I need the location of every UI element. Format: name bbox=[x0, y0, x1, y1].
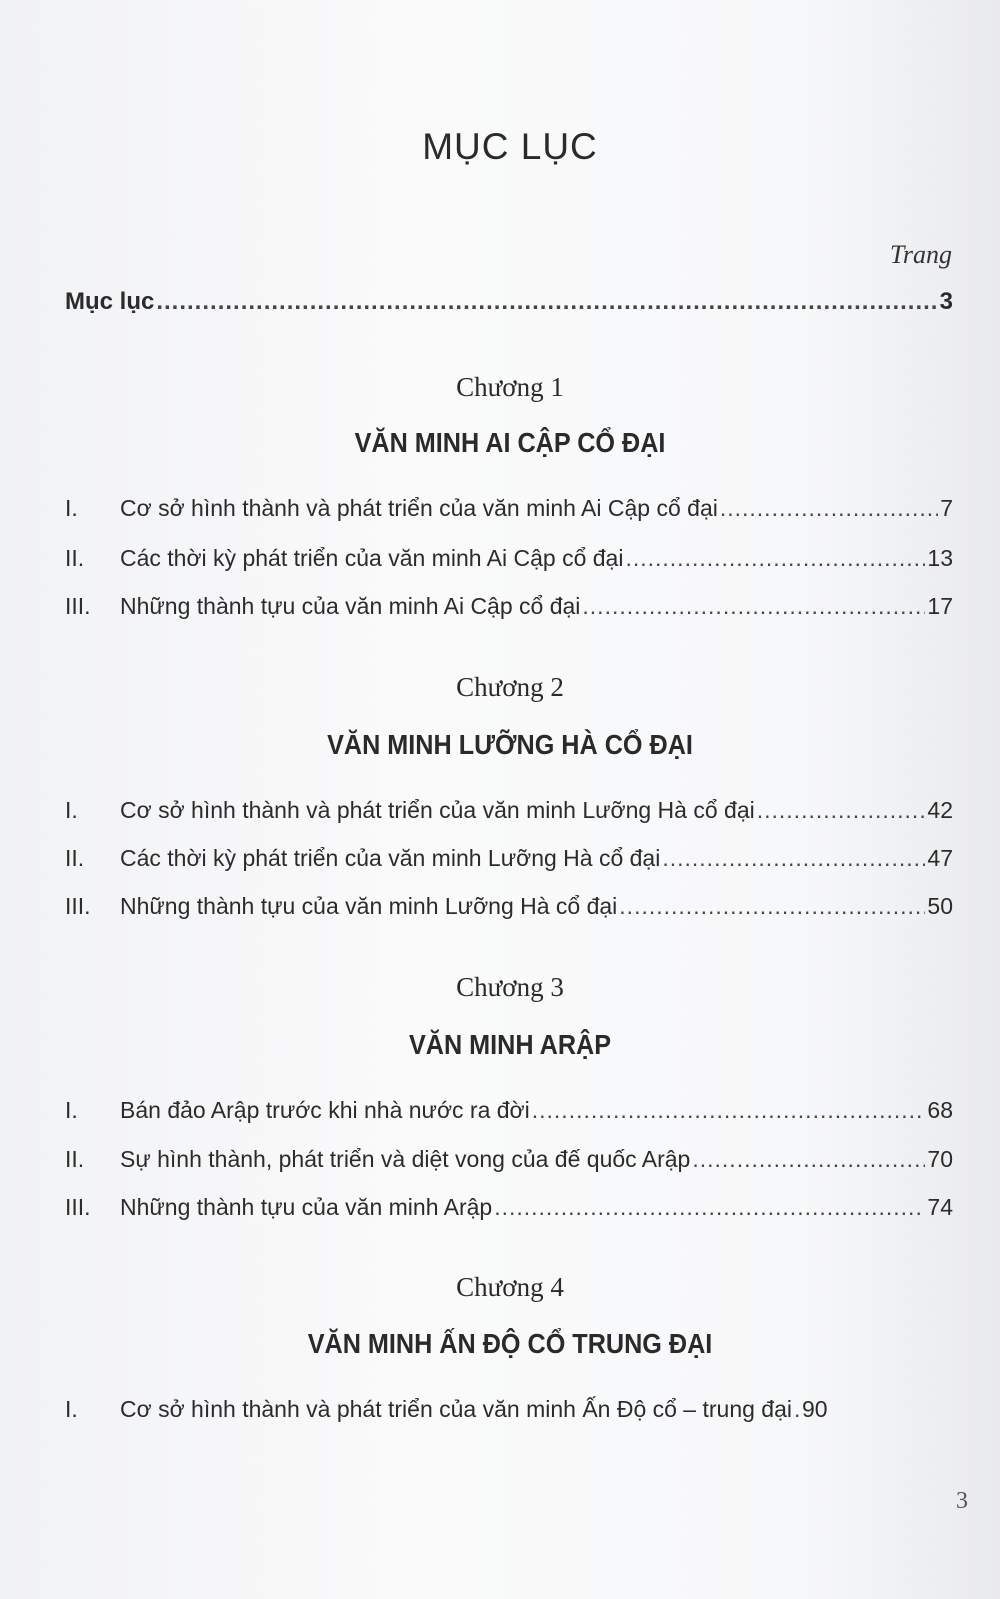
dot-leader bbox=[532, 1097, 926, 1124]
entry-page: 68 bbox=[927, 1097, 953, 1123]
entry-text: Các thời kỳ phát triển của văn minh Lưỡng Hà cổ đại bbox=[120, 845, 661, 871]
entry-num: I. bbox=[65, 495, 78, 521]
entry-text: Các thời kỳ phát triển của văn minh Ai Cập cổ đại bbox=[120, 545, 624, 571]
toc-entry bbox=[65, 495, 953, 527]
chapter-label: Chương 3 bbox=[456, 972, 564, 1002]
toc-entry bbox=[65, 593, 953, 625]
entry-text: Sự hình thành, phát triển và diệt vong của đế quốc Arập bbox=[120, 1146, 691, 1172]
entry-num: I. bbox=[65, 797, 78, 823]
page-column-label: Trang bbox=[889, 240, 952, 269]
dot-leader bbox=[619, 893, 925, 920]
entry-num: II. bbox=[65, 1146, 85, 1172]
toc-entry bbox=[65, 893, 953, 925]
entry-num: III. bbox=[65, 1194, 91, 1220]
chapter-label: Chương 4 bbox=[456, 1272, 564, 1302]
dot-leader bbox=[625, 545, 925, 572]
page-number: 3 bbox=[956, 1488, 968, 1514]
chapter-title: VĂN MINH ẤN ĐỘ CỔ TRUNG ĐẠI bbox=[307, 1328, 713, 1359]
toc-entry bbox=[65, 845, 953, 877]
entry-num: III. bbox=[65, 893, 91, 919]
entry-text: Cơ sở hình thành và phát triển của văn minh Lưỡng Hà cổ đại bbox=[120, 797, 755, 823]
entry-page: 13 bbox=[927, 545, 953, 571]
entry-page: 17 bbox=[927, 593, 953, 619]
chapter-title: VĂN MINH AI CẬP CỔ ĐẠI bbox=[354, 427, 666, 458]
dot-leader bbox=[662, 845, 925, 872]
entry-text: Những thành tựu của văn minh Arập bbox=[120, 1194, 493, 1220]
toc-entry bbox=[65, 797, 953, 829]
entry-text: Bán đảo Arập trước khi nhà nước ra đời bbox=[120, 1097, 530, 1123]
dot-leader bbox=[720, 495, 938, 522]
page-title: MỤC LỤC bbox=[422, 126, 598, 167]
entry-num: II. bbox=[65, 845, 85, 871]
entry-page: 3 bbox=[939, 288, 953, 315]
entry-page: 47 bbox=[927, 845, 953, 871]
chapter-title: VĂN MINH ARẬP bbox=[408, 1029, 612, 1060]
entry-num: I. bbox=[65, 1396, 78, 1422]
toc-entry bbox=[65, 1097, 953, 1129]
dot-leader bbox=[794, 1396, 800, 1423]
dot-leader bbox=[156, 288, 937, 316]
toc-entry bbox=[65, 1146, 953, 1178]
entry-text: Mục lục bbox=[65, 288, 155, 315]
toc-entry bbox=[65, 1396, 953, 1428]
dot-leader bbox=[582, 593, 925, 620]
chapter-label: Chương 2 bbox=[456, 672, 564, 702]
entry-page: 90 bbox=[802, 1396, 828, 1422]
entry-text: Cơ sở hình thành và phát triển của văn minh Ấn Độ cổ – trung đại bbox=[120, 1396, 792, 1422]
entry-page: 42 bbox=[927, 797, 953, 823]
entry-num: I. bbox=[65, 1097, 78, 1123]
entry-page: 50 bbox=[927, 893, 953, 919]
entry-page: 74 bbox=[927, 1194, 953, 1220]
entry-num: III. bbox=[65, 593, 91, 619]
entry-text: Những thành tựu của văn minh Lưỡng Hà cổ đại bbox=[120, 893, 618, 919]
dot-leader bbox=[757, 797, 926, 824]
entry-num: II. bbox=[65, 545, 85, 571]
toc-entry bbox=[65, 1194, 953, 1226]
entry-text: Những thành tựu của văn minh Ai Cập cổ đại bbox=[120, 593, 581, 619]
chapter-title: VĂN MINH LƯỠNG HÀ CỔ ĐẠI bbox=[327, 729, 693, 760]
chapter-label: Chương 1 bbox=[456, 372, 564, 402]
entry-page: 7 bbox=[940, 495, 953, 521]
toc-entry bbox=[65, 545, 953, 577]
toc-entry-muc-luc bbox=[65, 288, 953, 320]
dot-leader bbox=[692, 1146, 925, 1173]
dot-leader bbox=[494, 1194, 925, 1221]
entry-text: Cơ sở hình thành và phát triển của văn minh Ai Cập cổ đại bbox=[120, 495, 718, 521]
entry-page: 70 bbox=[927, 1146, 953, 1172]
